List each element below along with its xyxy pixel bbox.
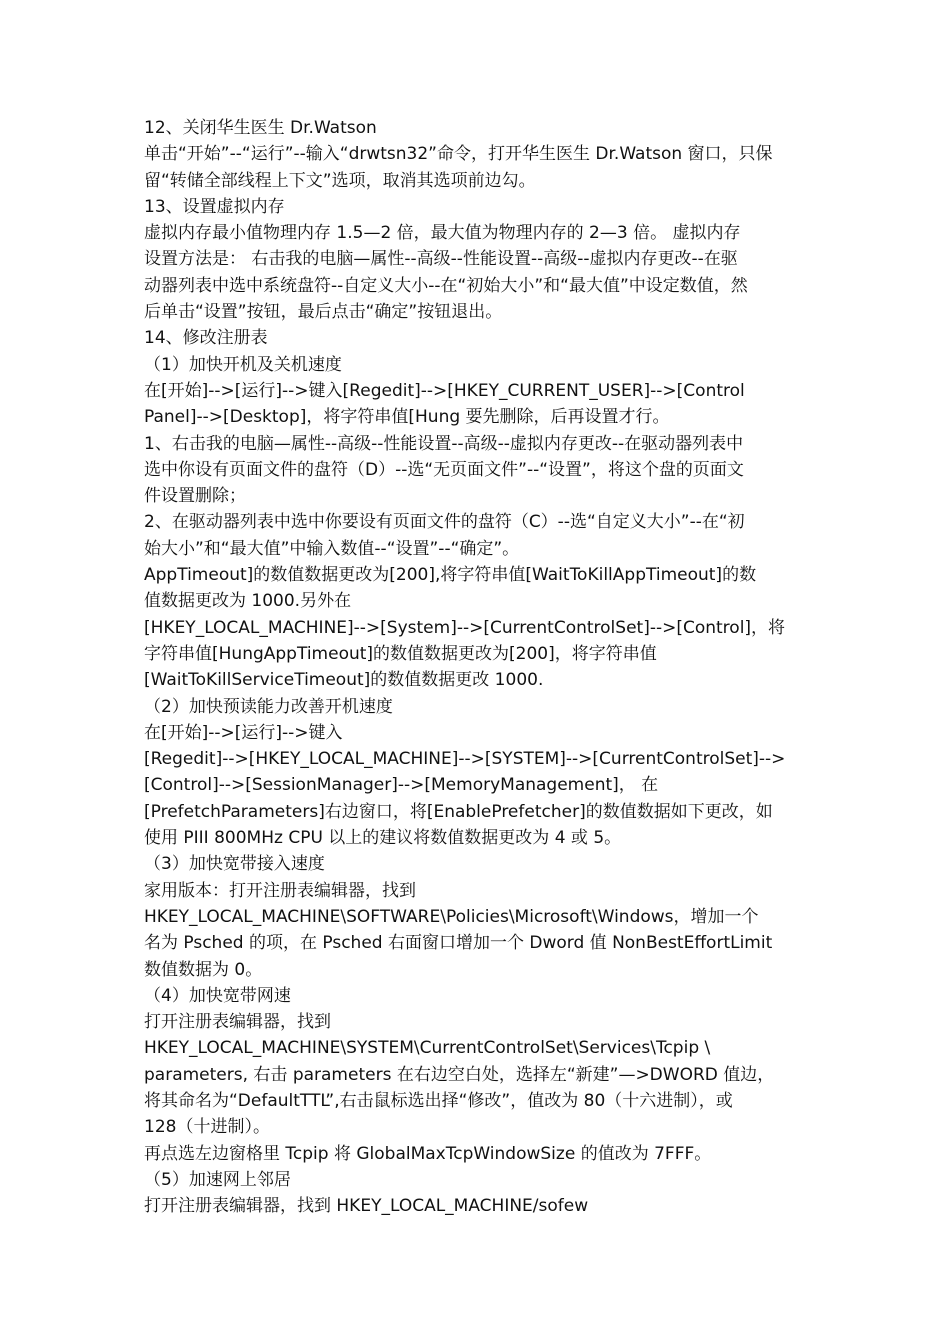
text-line: 单击“开始”--“运行”--输入“drwtsn32”命令，打开华生医生 Dr.Watson 窗口，只保 <box>144 144 773 165</box>
text-line: 将其命名为“DefaultTTL”,右击鼠标选出择“修改”，值改为 80（十六进制），或 <box>144 1090 733 1111</box>
text-line: 在[开始]-->[运行]-->键入[Regedit]-->[HKEY_CURRENT_USER]-->[Control <box>144 380 745 401</box>
text-line: [Regedit]-->[HKEY_LOCAL_MACHINE]-->[SYSTEM]-->[CurrentControlSet]--> <box>144 749 786 770</box>
text-line: parameters, 右击 parameters 在右边空白处，选择左“新建”—>DWORD 值边， <box>144 1064 775 1085</box>
text-line: Panel]-->[Desktop]，将字符串值[Hung 要先删除，后再设置才行。 <box>144 407 670 428</box>
text-line: 件设置删除； <box>144 486 246 507</box>
text-line: 虚拟内存最小值物理内存 1.5—2 倍，最大值为物理内存的 2—3 倍。 虚拟内存 <box>144 223 741 244</box>
text-line: 使用 PIII 800MHz CPU 以上的建议将数值数据更改为 4 或 5。 <box>144 828 622 849</box>
text-line: [Control]-->[SessionManager]-->[MemoryManagement]， 在 <box>144 775 659 796</box>
text-line: 后单击“设置”按钮，最后点击“确定”按钮退出。 <box>144 302 503 323</box>
text-line: 在[开始]-->[运行]-->键入 <box>144 722 343 743</box>
text-line: 128（十进制）。 <box>144 1117 270 1138</box>
text-line: [HKEY_LOCAL_MACHINE]-->[System]-->[CurrentControlSet]-->[Control]，将 <box>144 617 786 638</box>
heading-12-close-dr-watson: 12、关闭华生医生 Dr.Watson <box>144 118 377 138</box>
text-line: 再点选左边窗格里 Tcpip 将 GlobalMaxTcpWindowSize 的值改为 7FFF。 <box>144 1143 712 1164</box>
subheading-1-boot-shutdown-speed: （1）加快开机及关机速度 <box>144 354 342 375</box>
heading-13-virtual-memory: 13、设置虚拟内存 <box>144 196 285 217</box>
text-line: 家用版本：打开注册表编辑器，找到 <box>144 880 416 901</box>
text-line: 1、右击我的电脑—属性--高级--性能设置--高级--虚拟内存更改--在驱动器列表中 <box>144 433 744 454</box>
text-line: 设置方法是： 右击我的电脑—属性--高级--性能设置--高级--虚拟内存更改--在驱 <box>144 249 738 270</box>
text-line: 值数据更改为 1000.另外在 <box>144 591 352 612</box>
heading-14-modify-registry: 14、修改注册表 <box>144 328 268 349</box>
subheading-5-network-neighborhood: （5）加速网上邻居 <box>144 1169 291 1190</box>
text-line: 动器列表中选中系统盘符--自定义大小--在“初始大小”和“最大值”中设定数值，然 <box>144 275 748 296</box>
subheading-4-broadband-speed: （4）加快宽带网速 <box>144 985 291 1006</box>
text-line: 留“转储全部线程上下文”选项，取消其选项前边勾。 <box>144 170 536 191</box>
text-line: HKEY_LOCAL_MACHINE\SOFTWARE\Policies\Microsoft\Windows，增加一个 <box>144 906 759 927</box>
text-line: 打开注册表编辑器，找到 <box>144 1012 331 1033</box>
text-line: [PrefetchParameters]右边窗口，将[EnablePrefetcher]的数值数据如下更改，如 <box>144 801 773 822</box>
subheading-2-prefetch: （2）加快预读能力改善开机速度 <box>144 696 393 717</box>
text-line: 数值数据为 0。 <box>144 959 263 980</box>
document-body <box>144 115 812 1219</box>
text-line: 名为 Psched 的项，在 Psched 右面窗口增加一个 Dword 值 NonBestEffortLimit <box>144 933 773 954</box>
text-line: 字符串值[HungAppTimeout]的数值数据更改为[200]，将字符串值 <box>144 643 657 664</box>
subheading-3-broadband-access: （3）加快宽带接入速度 <box>144 854 325 875</box>
text-line: HKEY_LOCAL_MACHINE\SYSTEM\CurrentControlSet\Services\Tcpip \ <box>144 1038 711 1059</box>
text-line: AppTimeout]的数值数据更改为[200],将字符串值[WaitToKillAppTimeout]的数 <box>144 565 757 586</box>
text-line: 打开注册表编辑器，找到 HKEY_LOCAL_MACHINE/sofew <box>144 1196 589 1217</box>
text-line: 始大小”和“最大值”中输入数值--“设置”--“确定”。 <box>144 538 520 559</box>
text-line: 2、在驱动器列表中选中你要设有页面文件的盘符（C）--选“自定义大小”--在“初 <box>144 512 745 533</box>
text-line: 选中你设有页面文件的盘符（D）--选“无页面文件”--“设置”，将这个盘的页面文 <box>144 459 744 480</box>
text-line: [WaitToKillServiceTimeout]的数值数据更改 1000. <box>144 670 544 691</box>
